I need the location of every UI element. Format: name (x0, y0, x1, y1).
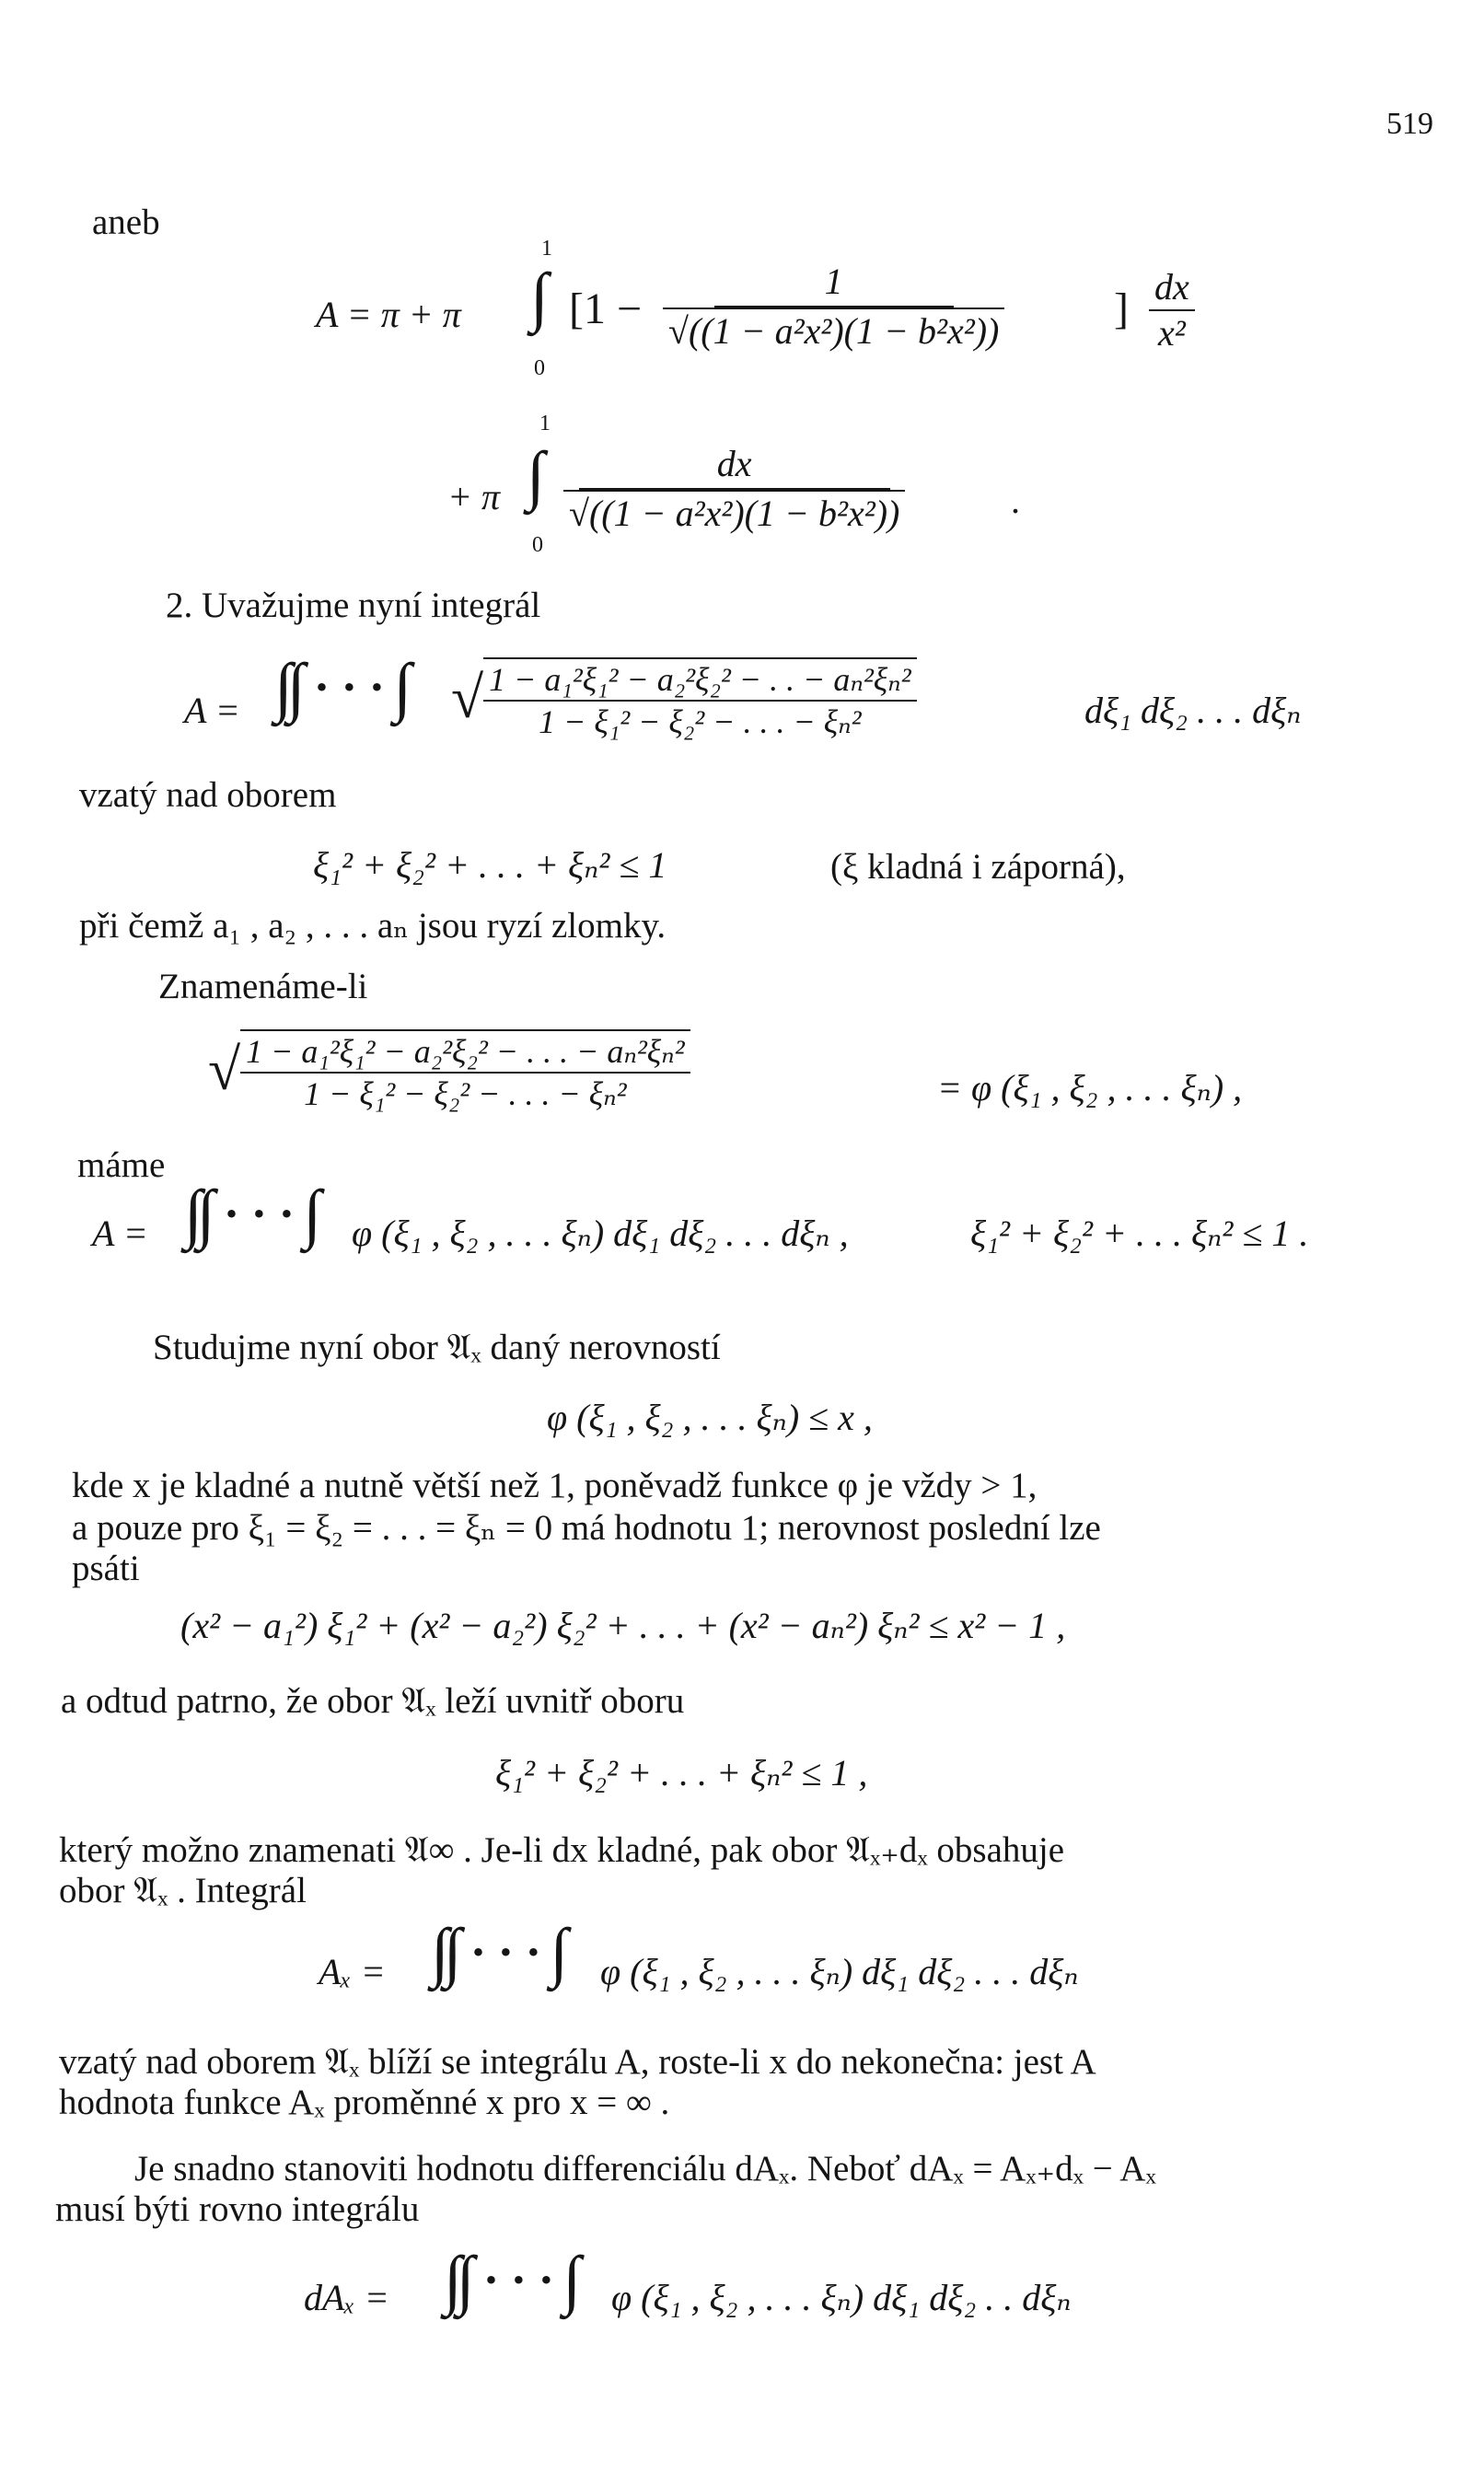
para2-line-2: obor 𝔄ₓ . Integrál (59, 1871, 307, 1910)
eq2-denominator: √((1 − a²x²)(1 − b²x²)) (563, 490, 905, 532)
eq6-integrals: ∫∫ · · · ∫ (184, 1177, 317, 1250)
para4-line-2: musí býti rovno integrálu (55, 2189, 420, 2229)
text-studujme: Studujme nyní obor 𝔄ₓ daný nerovností (153, 1328, 721, 1367)
eq2-end: . (1011, 480, 1020, 521)
para1-line-3: psáti (72, 1549, 140, 1588)
para1-line-2: a pouze pro ξ₁ = ξ₂ = . . . = ξₙ = 0 má hodnotu 1; nerovnost poslední lze (72, 1508, 1101, 1548)
eq1-denominator: √((1 − a²x²)(1 − b²x²)) (663, 308, 1004, 350)
page-number: 519 (1386, 107, 1433, 141)
eq2-lhs: + π (447, 476, 501, 517)
eq7: φ (ξ₁ , ξ₂ , . . . ξₙ) ≤ x , (547, 1397, 873, 1438)
eq5-fraction: √ $\frac{\text{1 − a₁²ξ₁² − a₂²ξ₂² − . . . − aₙ²ξₙ²}}{\text{1 − ξ₁² − ξ₂² − . . . − ξₙ²}}$ (208, 1029, 690, 1110)
eq1-numerator: 1 (714, 263, 954, 308)
text-a-odtud: a odtud patrno, že obor 𝔄ₓ leží uvnitř oboru (61, 1681, 685, 1721)
eq1-lhs: A = π + π (316, 294, 461, 335)
eq3-tail: dξ₁ dξ₂ . . . dξₙ (1084, 690, 1302, 731)
eq4-note: (ξ kladná i záporná), (830, 847, 1126, 887)
para2-line-1: který možno znamenati 𝔄∞ . Je-li dx kladné, pak obor 𝔄ₓ₊dₓ obsahuje (59, 1830, 1065, 1870)
eq2-upper-limit: 1 (539, 412, 551, 435)
eq1-dx-num: dx (1149, 269, 1195, 311)
eq3-lhs: A = (184, 690, 240, 731)
text-znamename-li: Znamenáme-li (158, 967, 368, 1006)
para3-line-1: vzatý nad oborem 𝔄ₓ blíží se integrálu A, roste-li x do nekonečna: jest A (59, 2042, 1096, 2082)
eq9: ξ₁² + ξ₂² + . . . + ξₙ² ≤ 1 , (495, 1752, 868, 1793)
eq4-expr: ξ₁² + ξ₂² + . . . + ξₙ² ≤ 1 (313, 844, 667, 886)
eq2-numerator: dx (579, 446, 890, 490)
eq2-fraction (563, 443, 905, 534)
eq10-integrals: ∫∫ · · · ∫ (431, 1915, 563, 1989)
eq11-lhs: dAₓ = (304, 2277, 389, 2318)
eq1-bracket-close: ] (1114, 284, 1129, 333)
eq5-rhs: = φ (ξ₁ , ξ₂ , . . . ξₙ) , (937, 1067, 1243, 1109)
text-aneb: aneb (92, 203, 160, 242)
eq5-numerator: 1 − a₁²ξ₁² − a₂²ξ₂² − . . . − aₙ²ξₙ² (240, 1035, 690, 1074)
para3-line-2: hodnota funkce Aₓ proměnné x pro x = ∞ . (59, 2083, 670, 2122)
eq1-dx-den: x² (1158, 312, 1186, 354)
eq8: (x² − a₁²) ξ₁² + (x² − a₂²) ξ₂² + . . . + (x² − aₙ²) ξₙ² ≤ x² − 1 , (180, 1605, 1066, 1646)
eq1-bracket-open: [1 − (569, 284, 643, 333)
eq1-dx-fraction (1149, 266, 1195, 354)
eq11-body: φ (ξ₁ , ξ₂ , . . . ξₙ) dξ₁ dξ₂ . . dξₙ (611, 2277, 1072, 2318)
eq3-fraction: √ $\frac{\text{1 − a₁²ξ₁² − a₂²ξ₂² − . . − aₙ²ξₙ²}}{\text{1 − ξ₁² − ξ₂² − . . . − ξₙ²}}$ (451, 657, 917, 738)
text-vzaty-nad-oborem: vzatý nad oborem (79, 775, 337, 815)
eq3-denominator: 1 − ξ₁² − ξ₂² − . . . − ξₙ² (539, 703, 862, 740)
eq5-denominator: 1 − ξ₁² − ξ₂² − . . . − ξₙ² (304, 1075, 627, 1112)
eq6-body: φ (ξ₁ , ξ₂ , . . . ξₙ) dξ₁ dξ₂ . . . dξₙ , (352, 1213, 849, 1254)
eq6-condition: ξ₁² + ξ₂² + . . . ξₙ² ≤ 1 . (970, 1213, 1309, 1254)
section-2-heading: 2. Uvažujme nyní integrál (166, 586, 541, 625)
text-mame: máme (77, 1145, 166, 1185)
eq2-lower-limit: 0 (532, 533, 543, 557)
eq6-lhs: A = (92, 1213, 148, 1254)
eq1-lower-limit: 0 (534, 356, 545, 380)
text-pri-cemz: při čemž a₁ , a₂ , . . . aₙ jsou ryzí zlomky. (79, 906, 667, 946)
eq10-body: φ (ξ₁ , ξ₂ , . . . ξₙ) dξ₁ dξ₂ . . . dξₙ (600, 1951, 1079, 1992)
eq10-lhs: Aₓ = (319, 1951, 386, 1992)
para4-line-1: Je snadno stanoviti hodnotu differenciálu dAₓ. Neboť dAₓ = Aₓ₊dₓ − Aₓ (134, 2149, 1156, 2188)
eq3-numerator: 1 − a₁²ξ₁² − a₂²ξ₂² − . . − aₙ²ξₙ² (483, 663, 916, 702)
eq11-integrals: ∫∫ · · · ∫ (444, 2243, 576, 2316)
para1-line-1: kde x je kladné a nutně větší než 1, poněvadž funkce φ je vždy > 1, (72, 1466, 1038, 1505)
eq1-integral-sign: ∫ (530, 260, 549, 333)
eq3-integrals: ∫∫ · · · ∫ (274, 650, 407, 724)
eq1-fraction (663, 263, 1004, 350)
eq2-integral-sign: ∫ (527, 438, 545, 512)
eq1-upper-limit: 1 (541, 237, 552, 261)
